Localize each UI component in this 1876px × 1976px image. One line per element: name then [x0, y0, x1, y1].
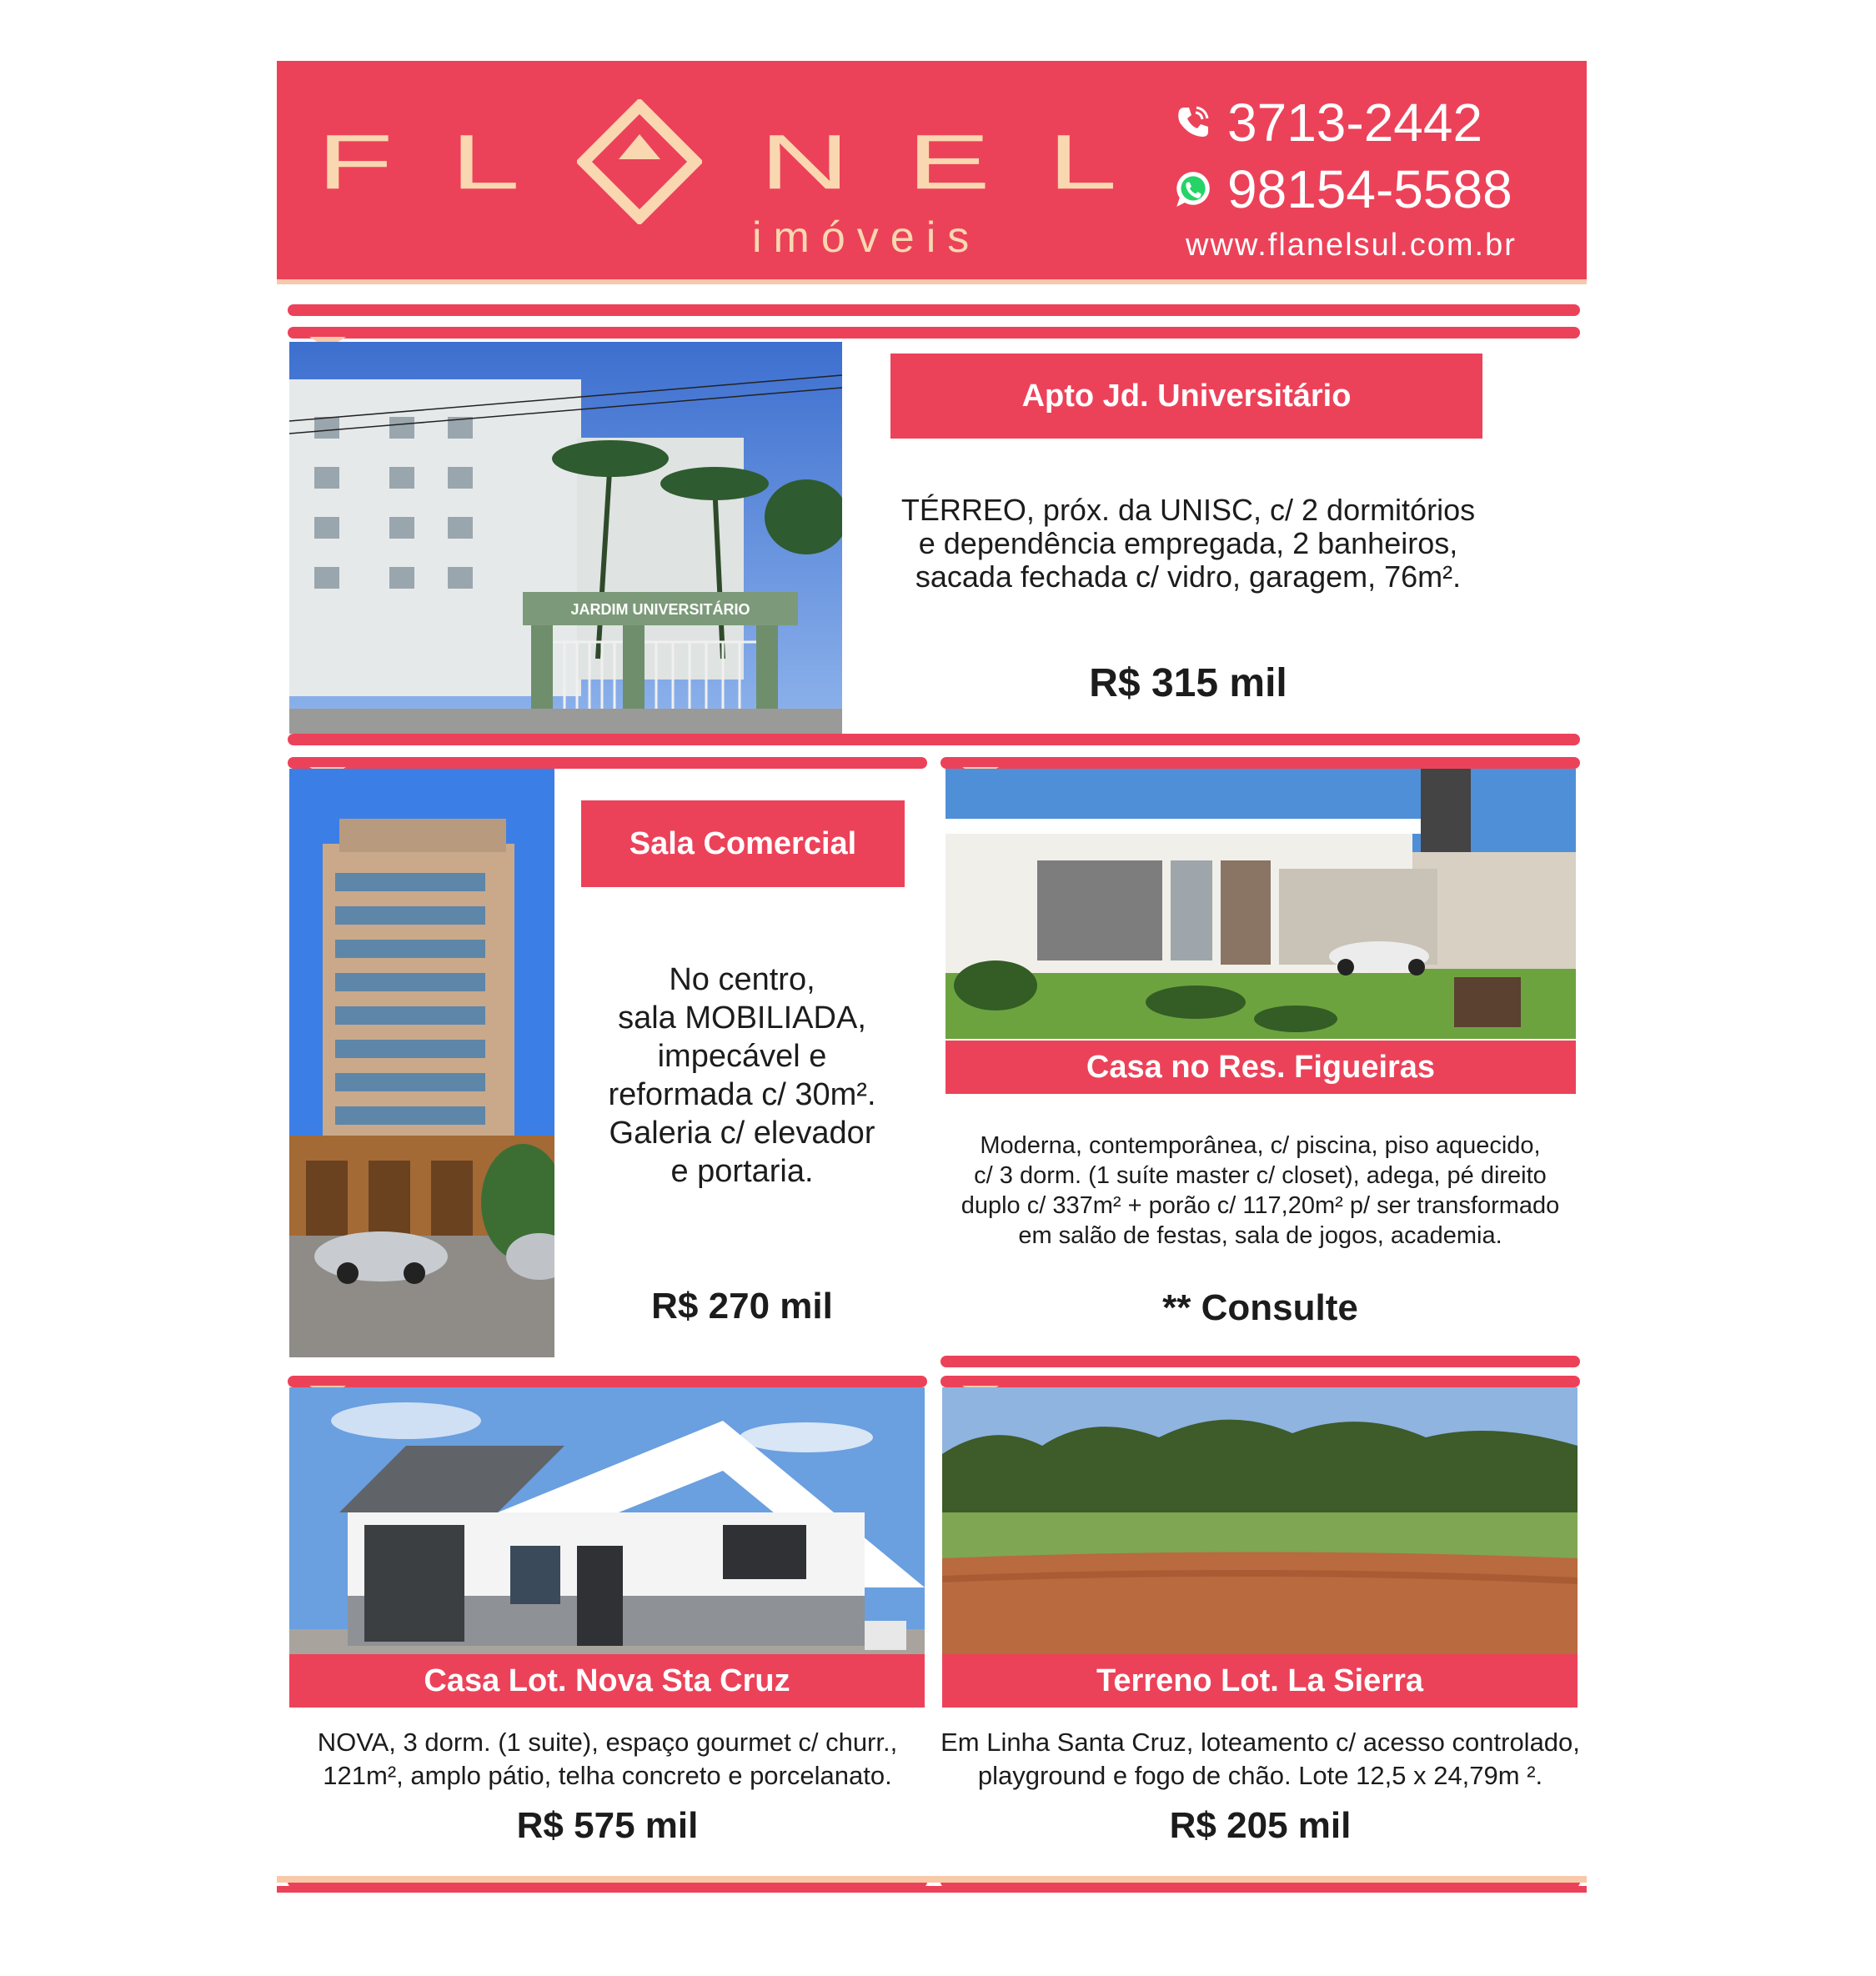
listing-title: Apto Jd. Universitário	[890, 354, 1482, 439]
header-banner	[277, 61, 1587, 284]
divider-strip	[288, 304, 1580, 316]
website-link[interactable]: www.flanelsul.com.br	[1186, 228, 1517, 263]
contact-block	[1169, 89, 1569, 263]
listing-title: Sala Comercial	[581, 800, 905, 887]
description-line: sacada fechada c/ vidro, garagem, 76m².	[915, 559, 1462, 594]
listing-description	[941, 1131, 1580, 1251]
listing-price: ** Consulte	[1162, 1287, 1358, 1328]
listing-photo	[289, 1387, 925, 1654]
logo-letter: E	[906, 118, 991, 206]
whatsapp-number: 98154-5588	[1227, 159, 1512, 219]
card-top-bar	[941, 757, 1580, 769]
card-bottom-bar	[288, 734, 1580, 745]
description-line: playground e fogo de chão. Lote 12,5 x 24,79m ².	[977, 1761, 1543, 1790]
description-line: e dependência empregada, 2 banheiros,	[918, 526, 1458, 560]
footer-strip	[277, 1876, 1587, 1883]
listing-title: Casa Lot. Nova Sta Cruz	[289, 1654, 925, 1708]
listing-photo	[946, 769, 1576, 1039]
description-line: No centro,	[669, 962, 815, 997]
description-line: Galeria c/ elevador	[609, 1116, 875, 1151]
logo-letter: F	[317, 118, 394, 206]
logo-letter: L	[1047, 118, 1117, 206]
phone-number: 3713-2442	[1227, 93, 1483, 153]
listing-price: R$ 205 mil	[1169, 1805, 1352, 1846]
whatsapp-icon	[1169, 166, 1216, 213]
description-line: NOVA, 3 dorm. (1 suite), espaço gourmet c/ churr.,	[317, 1728, 898, 1757]
listing-description	[288, 1726, 927, 1793]
logo-diamond-icon	[577, 99, 702, 224]
listing-description	[567, 960, 917, 1191]
listing-description	[941, 1726, 1580, 1793]
logo-letter: N	[759, 118, 850, 206]
listing-price: R$ 315 mil	[1089, 661, 1287, 705]
phone-row[interactable]	[1169, 89, 1569, 156]
description-line: impecável e	[657, 1039, 827, 1074]
listing-photo	[942, 1387, 1578, 1654]
listing-price: R$ 270 mil	[651, 1286, 833, 1327]
logo-letter: L	[450, 118, 520, 206]
phone-icon	[1169, 99, 1216, 146]
listing-card-casa-figueiras	[941, 757, 1580, 1367]
card-bottom-bar	[941, 1356, 1580, 1367]
card-top-bar	[288, 327, 1580, 339]
description-line: Em Linha Santa Cruz, loteamento c/ acesso controlado,	[941, 1728, 1580, 1757]
listing-title: Terreno Lot. La Sierra	[942, 1654, 1578, 1708]
description-line: em salão de festas, sala de jogos, academia.	[1018, 1222, 1502, 1249]
logo-subtitle: imóveis	[752, 213, 981, 262]
listing-photo	[289, 342, 842, 734]
card-top-bar	[288, 757, 927, 769]
description-line: c/ 3 dorm. (1 suíte master c/ closet), adega, pé direito	[974, 1162, 1547, 1189]
listing-card-casa-nova	[288, 1376, 927, 1888]
footer-strip	[277, 1886, 1587, 1893]
description-line: TÉRREO, próx. da UNISC, c/ 2 dormitórios	[900, 493, 1476, 527]
listing-description	[863, 494, 1513, 594]
description-line: duplo c/ 337m² + porão c/ 117,20m² p/ ser transformado	[961, 1192, 1560, 1219]
listing-card-apto	[288, 327, 1580, 747]
listing-card-sala	[288, 757, 927, 1359]
whatsapp-row[interactable]	[1169, 156, 1569, 223]
brand-logo	[317, 108, 1117, 216]
listing-card-terreno	[941, 1376, 1580, 1888]
photo-sign-text: JARDIM UNIVERSITÁRIO	[570, 601, 750, 618]
card-top-bar	[288, 1376, 927, 1387]
listing-photo	[289, 769, 554, 1357]
description-line: e portaria.	[670, 1154, 814, 1189]
description-line: 121m², amplo pátio, telha concreto e porcelanato.	[323, 1761, 892, 1790]
listing-title: Casa no Res. Figueiras	[946, 1041, 1576, 1094]
description-line: sala MOBILIADA,	[618, 1001, 866, 1036]
description-line: Moderna, contemporânea, c/ piscina, piso aquecido,	[980, 1132, 1541, 1159]
description-line: reformada c/ 30m².	[608, 1077, 876, 1112]
listing-price: R$ 575 mil	[516, 1805, 699, 1846]
card-top-bar	[941, 1376, 1580, 1387]
